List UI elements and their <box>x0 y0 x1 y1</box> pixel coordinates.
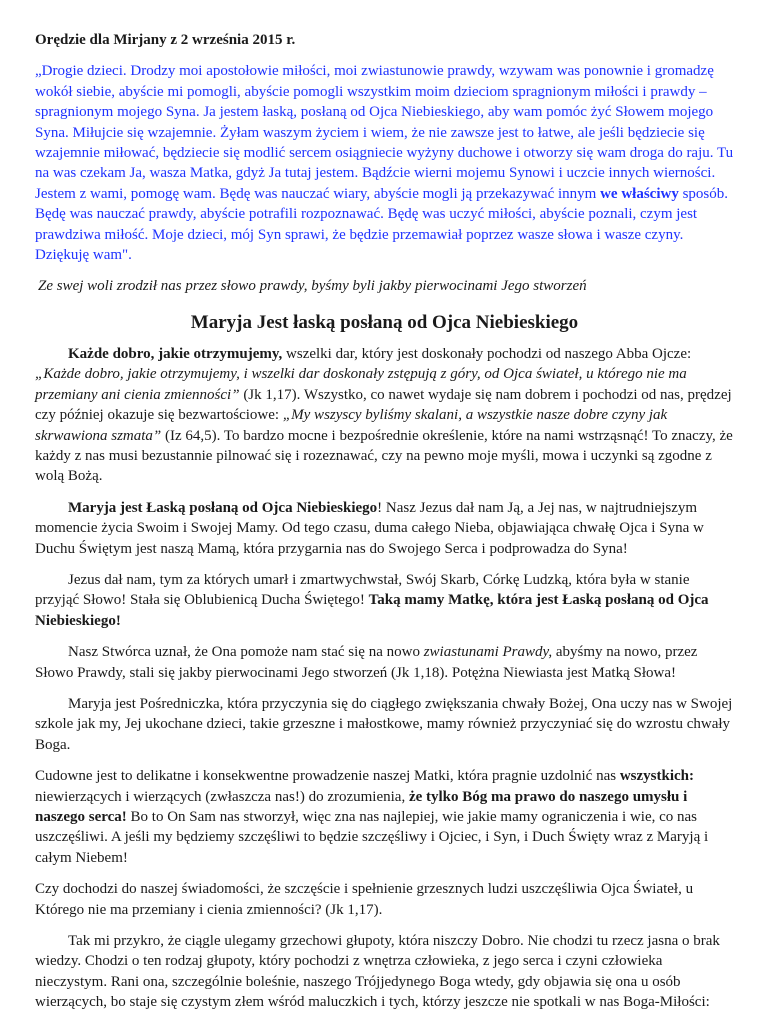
message-heading: Orędzie dla Mirjany z 2 września 2015 r. <box>35 32 296 48</box>
paragraph-2: Maryja jest Łaską posłaną od Ojca Niebieskiego! Nasz Jezus dał nam Ją, a Jej nas, w najtrudniejszym momencie życia Swoim i Swojej Mamy. Od tego czasu, duma całego Nieba, objawiająca chwałę Ojca i Syna w Duchu Świętym jest naszą Mamą, która przygarnia nas do Swojego Serca i podprowadza do Syna! <box>35 499 704 557</box>
paragraph-4: Nasz Stwórca uznał, że Ona pomoże nam stać się na nowo zwiastunami Prawdy, abyśmy na nowo, przez Słowo Prawdy, stali się jakby pierwocinami Jego stworzeń (Jk 1,18). Potężna Niewiasta jest Matką Słowa! <box>35 644 698 681</box>
section-title: Maryja Jest łaską posłaną od Ojca Niebieskiego <box>190 311 579 333</box>
paragraph-3: Jezus dał nam, tym za których umarł i zmartwychwstał, Swój Skarb, Córkę Ludzką, która była w stanie przyjąć Słowo! Stała się Oblubienicą Ducha Świętego! Taką mamy Matkę, która jest Łaską posłaną od Ojca Niebieskiego! <box>35 571 709 629</box>
scripture-note: Ze swej woli zrodził nas przez słowo prawdy, byśmy byli jakby pierwocinami Jego stworzeń <box>38 278 587 295</box>
paragraph-8: Tak mi przykro, że ciągle ulegamy grzechowi głupoty, która niszczy Dobro. Nie chodzi tu rzecz jasna o brak wiedzy. Chodzi o ten rodzaj głupoty, który pochodzi z wnętrza człowieka, z jego serca i czyni człowieka nieczystym. Rani ona, szczególnie boleśnie, naszego Trójjedynego Boga wtedy, gdy objawia się ona u osób wierzących, bo staje się czystym złem wśród maluczkich i tych, którzy jeszcze nie spotkali w nas Boga-Miłości: <box>35 933 720 1011</box>
paragraph-7: Czy dochodzi do naszej świadomości, że szczęście i spełnienie grzesznych ludzi uszczęśliwia Ojca Świateł, u Którego nie ma przemiany i cienia zmienności? (Jk 1,17). <box>35 881 694 918</box>
paragraph-6: Cudowne jest to delikatne i konsekwentne prowadzenie naszej Matki, która pragnie uzdolnić nas wszystkich: niewierzących i wierzących (zwłaszcza nas!) do zrozumienia, że tylko Bóg ma prawo do naszego umysłu i naszego serca! Bo to On Sam nas stworzył, więc zna nas najlepiej, wie jakie mamy ograniczenia i wie, co nas uszczęśliwi. A jeśli my będziemy szczęśliwi to będzie szczęśliwy i Ojciec, i Syn, i Duch Święty wraz z Maryją i całym Niebem! <box>35 768 709 866</box>
message-quote: „Drogie dzieci. Drodzy moi apostołowie miłości, moi zwiastunowie prawdy, wzywam was ponownie i gromadzę wokół siebie, abyście mi pomogli, abyście pomogli wszystkim moim dzieciom spragnionym miłości i prawdy – spragnionym mojego Syna. Ja jestem łaską, posłaną od Ojca Niebieskiego, aby wam pomóc żyć Słowem mojego Syna. Miłujcie się wzajemnie. Żyłam waszym życiem i wiem, że nie zawsze jest to łatwe, ale jeśli będziecie się wzajemnie miłować, będziecie się modlić sercem osiągniecie wyżyny duchowe i otworzy się wam droga do raju. Tu na was czekam Ja, wasza Matka, gdyż Ja tutaj jestem. Bądźcie wierni mojemu Synowi i uczcie innych wierności. Jestem z wami, pomogę wam. Będę was nauczać wiary, abyście mogli ją przekazywać innym we właściwy sposób. Będę was nauczać prawdy, abyście potrafili rozpoznawać. Będę was uczyć miłości, abyście poznali, czym jest prawdziwa miłość. Moje dzieci, mój Syn sprawi, że będzie przemawiał poprzez wasze słowa i wasze czyny. Dziękuję wam". <box>35 63 734 264</box>
emphasis-text: we właściwy <box>600 185 679 202</box>
paragraph-1: Każde dobro, jakie otrzymujemy, wszelki dar, który jest doskonały pochodzi od naszego Abba Ojcze: „Każde dobro, jakie otrzymujemy, i wszelki dar doskonały zstępują z góry, od Ojca świateł, u którego nie ma przemiany ani cienia zmienności” (Jk 1,17). Wszystko, co nawet wydaje się nam dobrem i pochodzi od nas, prędzej czy później okazuje się bezwartościowe: „My wszyscy byliśmy skalani, a wszystkie nasze dobre czyny jak skrwawiona szmata” (Iz 64,5). To bardzo mocne i bezpośrednie określenie, które na nami wstrząsnąć! To znaczy, że każdy z nas musi bezustannie pilnować się i rozeznawać, czy na pewno moje myśli, mowa i uczynki są zgodne z wolą Bożą. <box>35 345 733 485</box>
paragraph-5: Maryja jest Pośredniczka, która przyczynia się do ciągłego zwiększania chwały Bożej, Ona uczy nas w Swojej szkole jak my, Jej ukochane dzieci, takie grzeszne i małostkowe, mamy również przyczyniać się do wzrostu chwały Boga. <box>35 695 733 753</box>
